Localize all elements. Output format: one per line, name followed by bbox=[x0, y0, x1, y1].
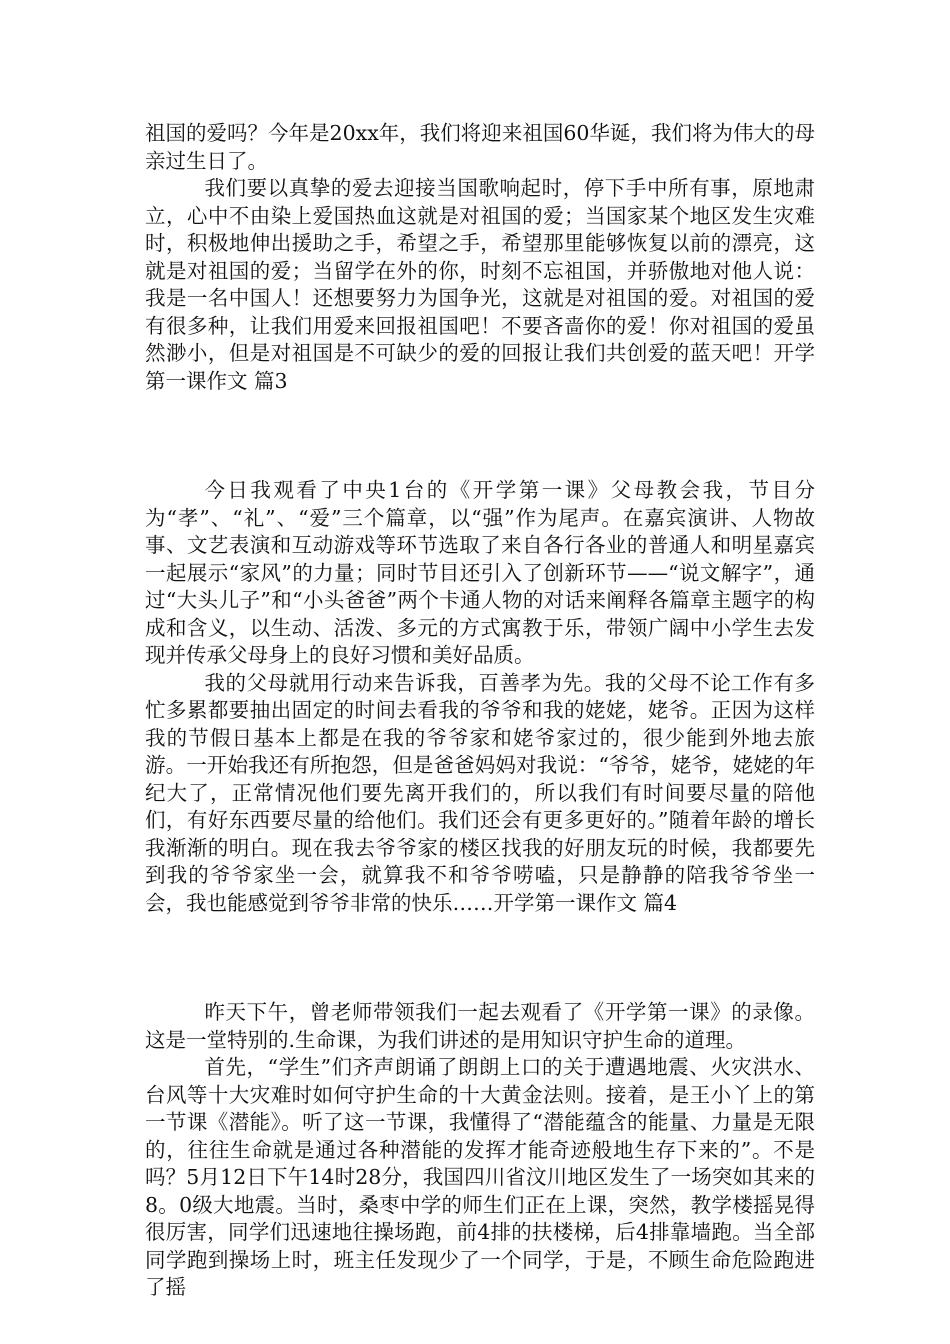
paragraph-2: 我们要以真挚的爱去迎接当国歌响起时，停下手中所有事，原地肃立，心中不由染上爱国热血这就是对祖国的爱；当国家某个地区发生灾难时，积极地伸出援助之手，希望之手，希望那里能够恢复以前的漂亮，这就是对祖国的爱；当留学在外的你，时刻不忘祖国，并骄傲地对他人说：我是一名中国人！还想要努力为国争光，这就是对祖国的爱。对祖国的爱有很多种，让我们用爱来回报祖国吧！不要吝啬你的爱！你对祖国的爱虽然渺小，但是对祖国是不可缺少的爱的回报让我们共创爱的蓝天吧！开学第一课作文 篇3 bbox=[145, 176, 815, 393]
paragraph-6: 首先，“学生”们齐声朗诵了朗朗上口的关于遭遇地震、火灾洪水、台风等十大灾难时如何守护生命的十大黄金法则。接着，是王小丫上的第一节课《潜能》。听了这一节课，我懂得了“潜能蕴含的能量、力量是无限的，往往生命就是通过各种潜能的发挥才能奇迹般地生存下来的”。不是吗？5月12日下午14时28分，我国四川省汶川地区发生了一场突如其来的8。0级大地震。当时，桑枣中学的师生们正在上课，突然，教学楼摇晃得很厉害，同学们迅速地往操场跑，前4排的扶楼梯，后4排靠墙跑。当全部同学跑到操场上时，班主任发现少了一个同学，于是，不顾生命危险跑进了摇 bbox=[145, 1055, 815, 1299]
paragraph-4: 我的父母就用行动来告诉我，百善孝为先。我的父母不论工作有多忙多累都要抽出固定的时间去看我的爷爷和我的姥姥，姥爷。正因为这样我的节假日基本上都是在我的爷爷家和姥爷家过的，很少能到外地去旅游。一开始我还有所抱怨，但是爸爸妈妈对我说：“爷爷，姥爷，姥姥的年纪大了，正常情况他们要先离开我们的，所以我们有时间要尽量的陪他们，有好东西要尽量的给他们。我们还会有更多更好的。”随着年龄的增长我渐渐的明白。现在我去爷爷家的楼区找我的好朋友玩的时候，我都要先到我的爷爷家坐一会，就算我不和爷爷唠嗑，只是静静的陪我爷爷坐一会，我也能感觉到爷爷非常的快乐……开学第一课作文 篇4 bbox=[145, 670, 815, 915]
paragraph-5: 昨天下午，曾老师带领我们一起去观看了《开学第一课》的录像。这是一堂特别的.生命课，为我们讲述的是用知识守护生命的道理。 bbox=[145, 1000, 815, 1052]
section-gap bbox=[145, 917, 815, 999]
paragraph-3: 今日我观看了中央1台的《开学第一课》父母教会我，节目分为“孝”、“礼”、“爱”三个篇章，以“强”作为尾声。在嘉宾演讲、人物故事、文艺表演和互动游戏等环节选取了来自各行各业的普通人和明星嘉宾一起展示“家风”的力量；同时节目还引入了创新环节——“说文解字”，通过“大头儿子”和“小头爸爸”两个卡通人物的对话来阐释各篇章主题字的构成和含义，以生动、活泼、多元的方式寓教于乐，带领广阔中小学生去发现并传承父母身上的良好习惯和美好品质。 bbox=[145, 478, 815, 667]
paragraph-1: 祖国的爱吗？今年是20xx年，我们将迎来祖国60华诞，我们将为伟大的母亲过生日了。 bbox=[145, 121, 815, 173]
section-gap bbox=[145, 395, 815, 477]
document-body bbox=[145, 120, 815, 1302]
